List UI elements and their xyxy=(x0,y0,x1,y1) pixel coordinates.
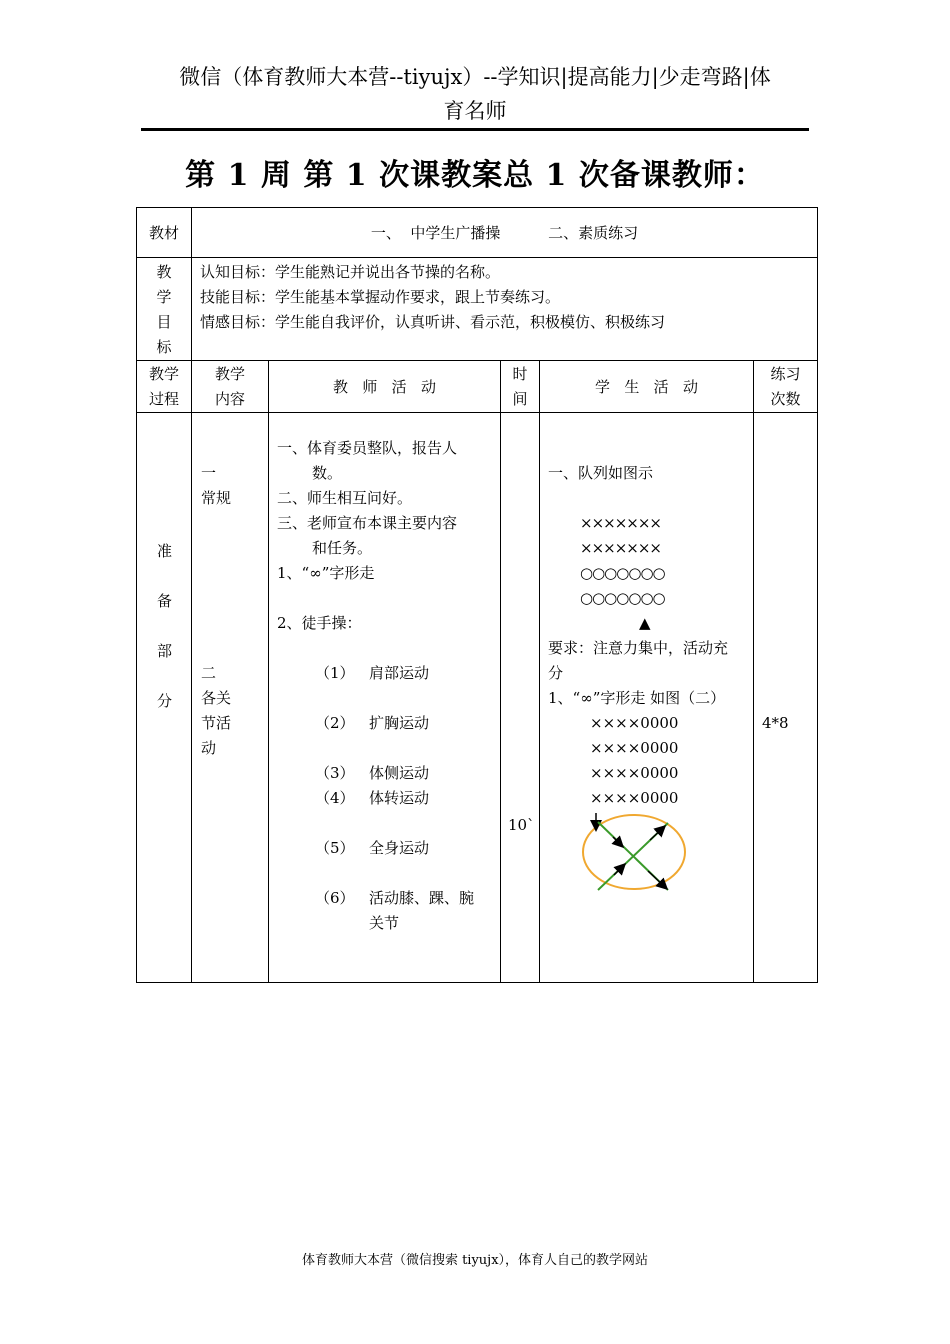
formation-row-2: ××××××× xyxy=(580,539,661,557)
material-label: 教材 xyxy=(137,208,192,258)
goal-list xyxy=(192,258,818,361)
header-line-2: 育名师 xyxy=(443,99,507,123)
exercise-5: （5） xyxy=(315,839,355,857)
col-header-content: 教学 内容 xyxy=(192,361,269,413)
exercise-2: （2） xyxy=(315,714,355,732)
teacher-marker-icon: ▲ xyxy=(639,614,651,632)
formation-row-1: ××××××× xyxy=(580,514,661,532)
col-header-reps: 练习 次数 xyxy=(754,361,818,413)
formation2-row-1: ××××0000 xyxy=(590,714,679,732)
content-item-routine: 一 常规 xyxy=(201,464,232,507)
content-column xyxy=(192,413,269,983)
exercise-3: （3） xyxy=(315,764,355,782)
col-header-student: 学 生 活 动 xyxy=(540,361,754,413)
goal-affective: 情感目标：学生能自我评价，认真听讲、看示范，积极模仿、积极练习 xyxy=(200,313,666,331)
header-line-1: 微信（体育教师大本营--tiyujx）--学知识|提高能力|少走弯路|体 xyxy=(179,65,771,89)
time-value: 10` xyxy=(508,816,535,834)
exercise-6: （6） xyxy=(315,889,355,907)
goal-skill: 技能目标：学生能基本掌握动作要求，跟上节奏练习。 xyxy=(200,288,561,306)
lesson-plan-table xyxy=(136,207,818,983)
page-footer: 体育教师大本营（微信搜索 tiyujx），体育人自己的教学网站 xyxy=(301,1253,649,1268)
figure-eight-walk-diagram xyxy=(578,783,688,893)
material-value: 一、 中学生广播操 二、素质练习 xyxy=(192,208,818,258)
header-divider xyxy=(141,128,809,131)
col-header-time: 时 间 xyxy=(501,361,540,413)
formation-row-4: ○○○○○○○ xyxy=(580,589,665,607)
teacher-activity: 一、体育委员整队，报告人 数。 二、师生相互问好。 三、老师宣布本课主要内容 和任务。 1、“∞”字形走 2、徒手操： （1） 肩部运动 （2） 扩胸运动 （3） 体侧运动 （4） 体转运动 （5） 全身运动 （6） 活动膝、踝、腕 关节 xyxy=(269,413,501,983)
time-column xyxy=(501,413,540,983)
lesson-title: 第 1 周 第 1 次课教案总 1 次备课教师： xyxy=(185,158,765,193)
section-prep: 准 备 部 分 xyxy=(137,413,192,983)
exercise-1: （1） xyxy=(315,664,355,682)
page-header xyxy=(140,60,810,128)
formation2-row-4: ××××0000 xyxy=(590,789,679,807)
formation2-row-2: ××××0000 xyxy=(590,739,679,757)
goal-label: 教 学 目 标 xyxy=(137,258,192,361)
col-header-teacher: 教 师 活 动 xyxy=(269,361,501,413)
goal-cognitive: 认知目标：学生能熟记并说出各节操的名称。 xyxy=(200,263,501,281)
reps-value: 4*8 xyxy=(762,714,789,732)
col-header-process: 教学 过程 xyxy=(137,361,192,413)
exercise-4: （4） xyxy=(315,789,355,807)
formation-row-3: ○○○○○○○ xyxy=(580,564,665,582)
reps-column xyxy=(754,413,818,983)
student-activity: 一、队列如图示 ××××××× ××××××× ○○○○○○○ ○○○○○○○ ▲ 要求：注意力集中，活动充 分 1、“∞”字形走 如图（二） ××××0000 ××××0000 ××××0000 ××××0000 xyxy=(540,413,754,983)
formation2-row-3: ××××0000 xyxy=(590,764,679,782)
content-item-joints: 二 各关 节活 动 xyxy=(201,664,232,757)
